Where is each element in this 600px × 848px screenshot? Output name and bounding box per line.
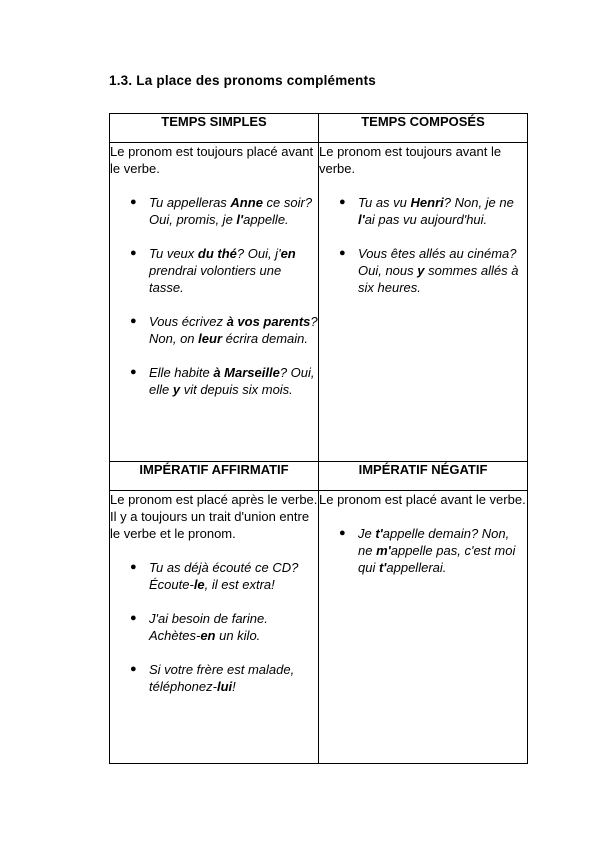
example-text: appelle pas, c'est moi qui [358,543,516,575]
pronoun-emphasis: l' [236,212,244,227]
example-text: vit depuis six mois. [180,382,293,397]
examples-temps-simples [110,194,318,398]
example-text: Tu as déjà écouté ce CD? Écoute- [149,560,299,592]
pronoun-emphasis: y [172,382,181,397]
example-text: Si votre frère est malade, téléphonez- [149,662,295,694]
content-row-bottom [110,491,528,764]
example-item [110,313,318,347]
examples-temps-composes [319,194,527,296]
cell-temps-composes [319,143,528,462]
example-item [319,525,527,576]
example-text: Je [358,526,376,541]
example-item [110,364,318,398]
pronoun-placement-table [109,113,528,764]
example-text: ? Oui, elle [149,365,315,397]
pronoun-emphasis: en [200,628,216,643]
example-text: Tu appelleras [149,195,231,210]
pronoun-emphasis: lui [216,679,233,694]
example-text: ai pas vu aujourd'hui. [364,212,488,227]
pronoun-emphasis: t' [375,526,383,541]
example-text: Tu as vu [358,195,411,210]
header-imperatif-negatif: IMPÉRATIF NÉGATIF [319,462,528,491]
examples-imperatif-affirmatif [110,559,318,695]
example-item [110,661,318,695]
example-item [110,610,318,644]
bullet-icon: ● [130,247,137,259]
pronoun-emphasis: leur [198,331,222,346]
pronoun-emphasis: Henri [410,195,444,210]
pronoun-emphasis: l' [358,212,365,227]
example-text: ? Non, je ne [443,195,514,210]
example-text: appelle demain? Non, ne [358,526,510,558]
example-item [110,194,318,228]
cell-imperatif-affirmatif [110,491,319,764]
intro-imperatif-negatif: Le pronom est placé avant le verbe. [319,492,526,507]
example-item [319,245,527,296]
example-text: ? Non, on [149,314,318,346]
pronoun-emphasis: à vos parents [226,314,311,329]
bullet-icon: ● [130,663,137,675]
example-text: Tu veux [149,246,198,261]
bullet-icon: ● [130,315,137,327]
pronoun-emphasis: le [193,577,205,592]
cell-temps-simples [110,143,319,462]
bullet-icon: ● [339,527,346,539]
intro-temps-simples: Le pronom est toujours placé avant le verbe. [110,144,314,176]
example-text: sommes allés à six heures. [358,263,519,295]
bullet-icon: ● [130,196,137,208]
intro-imperatif-affirmatif: Le pronom est placé après le verbe. Il y a toujours un trait d'union entre le verbe et le pronom. [110,492,318,541]
example-text: appellerai. [386,560,447,575]
example-item [319,194,527,228]
bullet-icon: ● [130,612,137,624]
bullet-icon: ● [130,366,137,378]
header-imperatif-affirmatif: IMPÉRATIF AFFIRMATIF [110,462,319,491]
examples-imperatif-negatif [319,525,527,576]
header-temps-composes: TEMPS COMPOSÉS [319,114,528,143]
bullet-icon: ● [339,247,346,259]
section-title: 1.3. La place des pronoms compléments [109,73,376,88]
pronoun-emphasis: en [280,246,296,261]
pronoun-emphasis: du thé [197,246,237,261]
example-text: , il est extra! [204,577,275,592]
example-text: Vous écrivez [149,314,227,329]
cell-imperatif-negatif [319,491,528,764]
example-text: Vous êtes allés au cinéma? Oui, nous [358,246,517,278]
pronoun-emphasis: m' [376,543,391,558]
example-text: appelle. [243,212,289,227]
header-row-top [110,114,528,143]
example-text: un kilo. [215,628,261,643]
header-temps-simples: TEMPS SIMPLES [110,114,319,143]
example-item [110,245,318,296]
pronoun-emphasis: y [417,263,425,278]
bullet-icon: ● [130,561,137,573]
example-text: Elle habite [149,365,214,380]
bullet-icon: ● [339,196,346,208]
example-text: écrira demain. [222,331,308,346]
example-text: J'ai besoin de farine. Achètes- [149,611,268,643]
pronoun-emphasis: t' [378,560,387,575]
content-row-top [110,143,528,462]
example-text: ! [232,679,236,694]
example-text: ? Oui, j' [236,246,281,261]
example-text: ce soir? Oui, promis, je [149,195,313,227]
example-text: prendrai volontiers une tasse. [149,263,282,295]
pronoun-emphasis: à Marseille [213,365,280,380]
pronoun-emphasis: Anne [230,195,263,210]
header-row-bottom [110,462,528,491]
example-item [110,559,318,593]
intro-temps-composes: Le pronom est toujours avant le verbe. [319,144,502,176]
